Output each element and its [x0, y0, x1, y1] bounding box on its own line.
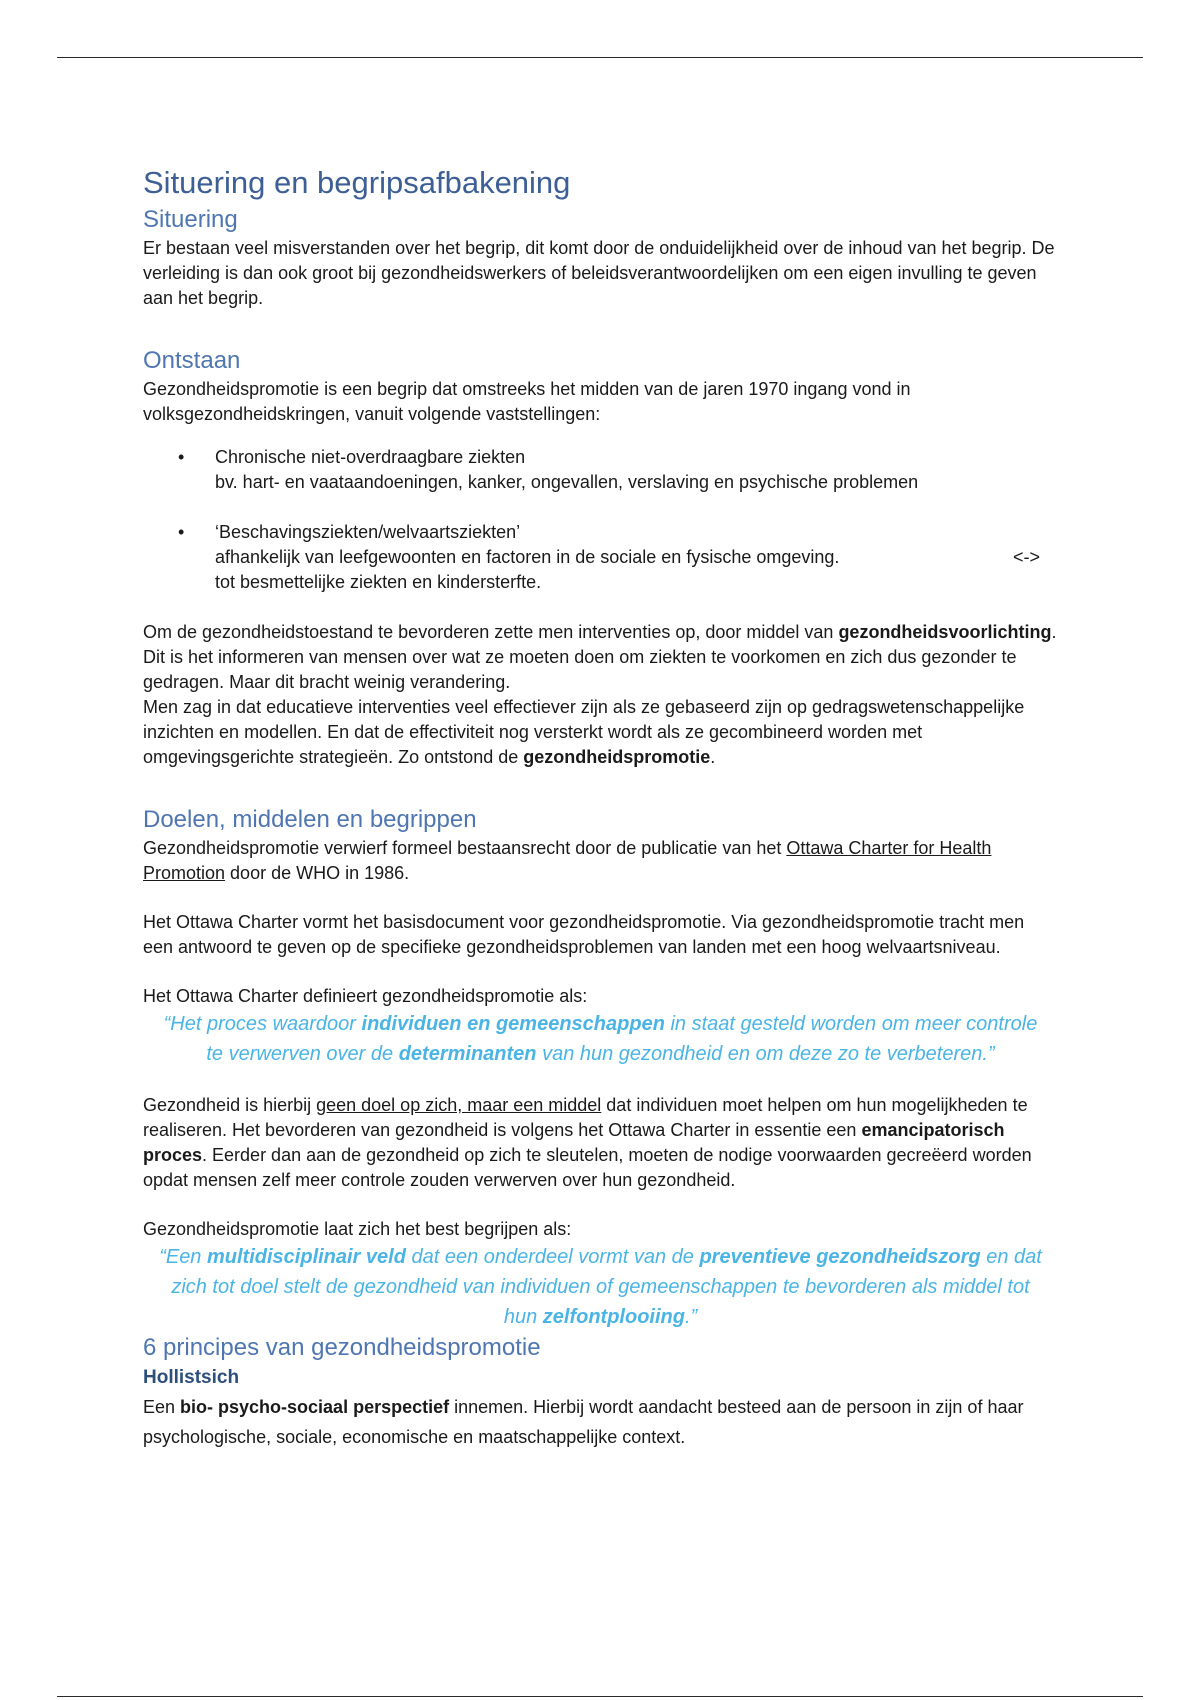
list-item: [178, 445, 1058, 495]
term-emancipatorisch: emancipatorisch proces: [143, 1120, 1005, 1165]
bullet-icon: •: [178, 447, 185, 467]
page-title: Situering en begripsafbakening: [143, 165, 571, 200]
definition-quote-veld: “Een multidisciplinair veld dat een onderdeel vormt van de preventieve gezondheidszorg en dat zich tot doel stelt de gezondheid van individuen of gemeenschappen te bevorderen als middel tot hun zelfontplooiing.”: [159, 1246, 1042, 1328]
bullet-list: [143, 445, 1058, 595]
paragraph-basisdocument: Het Ottawa Charter vormt het basisdocument voor gezondheidspromotie. Via gezondheidspromotie tracht men een antwoord te geven op de specifieke gezondheidsproblemen van landen met een hoog welvaartsniveau.: [143, 912, 1025, 957]
paragraph-voorlichting: Om de gezondheidstoestand te bevorderen zette men interventies op, door middel van gezondheidsvoorlichting. Dit is het informeren van mensen over wat ze moeten doen om ziekten te voorkomen en zich dus gezonder te gedragen. Maar dit bracht weinig verandering.: [143, 622, 1057, 692]
subheading-holistisch: Hollistsich: [143, 1367, 240, 1388]
list-item-title: ‘Beschavingsziekten/welvaartsziekten’: [215, 522, 521, 542]
paragraph-gezondheid-middel: Gezondheid is hierbij geen doel op zich, maar een middel dat individuen moet helpen om hun mogelijkheden te realiseren. Het bevorderen van gezondheid is volgens het Ottawa Charter in essentie een emancipatorisch proces. Eerder dan aan de gezondheid op zich te sleutelen, moeten de nodige voorwaarden gecreëerd worden opdat mensen zelf meer controle zouden verwerven over hun gezondheid.: [143, 1095, 1032, 1190]
heading-principes: 6 principes van gezondheidspromotie: [143, 1334, 541, 1361]
bidirectional-arrow: <->: [1013, 547, 1041, 567]
list-item-detail-2: tot besmettelijke ziekten en kindersterfte.: [215, 572, 542, 592]
heading-situering: Situering: [143, 206, 238, 233]
header-rule: [57, 57, 1143, 58]
ottawa-charter-reference: Ottawa Charter for Health Promotion: [143, 838, 992, 883]
heading-doelen: Doelen, middelen en begrippen: [143, 806, 477, 833]
term-biopsychosociaal: bio- psycho-sociaal perspectief: [180, 1397, 450, 1417]
list-item-detail: afhankelijk van leefgewoonten en factoren in de sociale en fysische omgeving.: [215, 547, 840, 567]
term-gezondheidspromotie: gezondheidspromotie: [523, 747, 711, 767]
paragraph-definitie-intro: Het Ottawa Charter definieert gezondheidspromotie als:: [143, 986, 588, 1006]
paragraph-situering: Er bestaan veel misverstanden over het begrip, dit komt door de onduidelijkheid over de inhoud van het begrip. De verleiding is dan ook groot bij gezondheidswerkers of beleidsverantwoordelijken om een eigen invulling te geven aan het begrip.: [143, 238, 1055, 308]
paragraph-ottawa: Gezondheidspromotie verwierf formeel bestaansrecht door de publicatie van het Ottawa Charter for Health Promotion door de WHO in 1986.: [143, 838, 992, 883]
paragraph-educatief: Men zag in dat educatieve interventies veel effectiever zijn als ze gebaseerd zijn op gedragswetenschappelijke inzichten en modellen. En dat de effectiviteit nog versterkt wordt als ze gecombineerd worden met omgevingsgerichte strategieën. Zo ontstond de gezondheidspromotie.: [143, 697, 1025, 767]
term-voorlichting: gezondheidsvoorlichting: [838, 622, 1052, 642]
bullet-icon: •: [178, 522, 185, 542]
paragraph-begrip-intro: Gezondheidspromotie laat zich het best begrijpen als:: [143, 1219, 572, 1239]
definition-quote-ottawa: “Het proces waardoor individuen en gemeenschappen in staat gesteld worden om meer controle te verwerven over de determinanten van hun gezondheid en om deze zo te verbeteren.”: [163, 1013, 1038, 1065]
document-body: [143, 162, 1058, 1452]
heading-ontstaan: Ontstaan: [143, 347, 241, 374]
paragraph-holistisch: Een bio- psycho-sociaal perspectief innemen. Hierbij wordt aandacht besteed aan de persoon in zijn of haar psychologische, sociale, economische en maatschappelijke context.: [143, 1397, 1024, 1447]
list-item-detail: bv. hart- en vaataandoeningen, kanker, ongevallen, verslaving en psychische problemen: [215, 472, 919, 492]
footer-rule: [57, 1696, 1143, 1697]
list-item: [178, 520, 1058, 595]
paragraph-ontstaan-intro: Gezondheidspromotie is een begrip dat omstreeks het midden van de jaren 1970 ingang vond in volksgezondheidskringen, vanuit volgende vaststellingen:: [143, 379, 911, 424]
list-item-title: Chronische niet-overdraagbare ziekten: [215, 447, 526, 467]
